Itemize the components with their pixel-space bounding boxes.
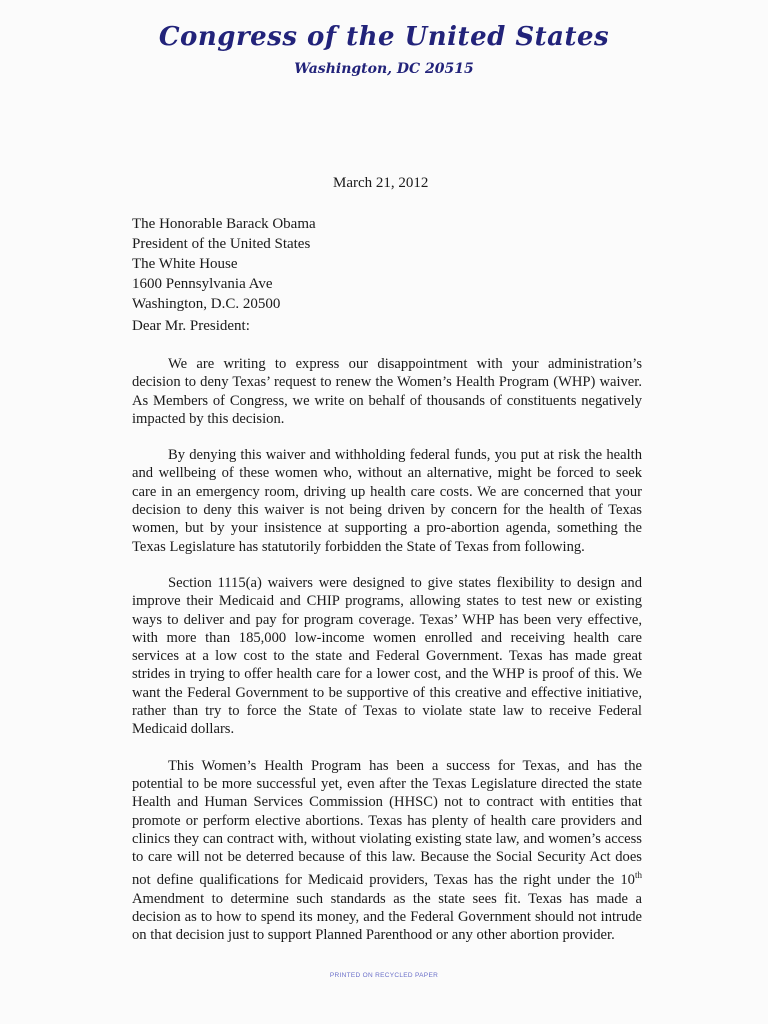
paragraph-text: This Women’s Health Program has been a success for Texas, and has the potential to be more successful yet, even after the Texas Legislature directed the state Health and Human Services Commission (HHSC) not to contract with entities that promote or perform elective abortions. Texas has plenty of health care providers and clinics they can contract with, without violating existing state law, and women’s access to care will not be deterred because of this law. Because the Social Security Act does not define qualifications for Medicaid providers, Texas has the right under the 10	[132, 757, 642, 889]
ordinal-superscript: th	[634, 870, 642, 881]
letter-body	[132, 355, 642, 962]
recipient-line: 1600 Pennsylvania Ave	[132, 276, 273, 292]
body-paragraph: Section 1115(a) waivers were designed to give states flexibility to design and improve their Medicaid and CHIP programs, allowing states to test new or existing ways to deliver and pay for program coverage. Texas’ WHP has been very effective, with more than 185,000 low-income women enrolled and receiving health care services at a low cost to the state and Federal Government. Texas has made great strides in trying to offer health care for a lower cost, and the WHP is proof of this. We want the Federal Government to be supportive of this creative and effective initiative, rather than try to force the State of Texas to violate state law to receive Federal Medicaid dollars.	[132, 574, 642, 738]
body-paragraph: We are writing to express our disappointment with your administration’s decision to deny Texas’ request to renew the Women’s Health Program (WHP) waiver. As Members of Congress, we write on behalf of thousands of constituents negatively impacted by this decision.	[132, 356, 642, 427]
body-paragraph	[132, 757, 642, 945]
salutation: Dear Mr. President:	[132, 318, 250, 334]
letterhead	[0, 22, 768, 77]
body-paragraph: By denying this waiver and withholding federal funds, you put at risk the health and wellbeing of these women who, without an alternative, might be forced to seek care in an emergency room, driving up health care costs. We are concerned that your decision to deny this waiver is not being driven by concern for the health of Texas women, but by your insistence at supporting a pro-abortion agenda, something the Texas Legislature has statutorily forbidden the State of Texas from following.	[132, 447, 642, 555]
recycled-paper-notice: PRINTED ON RECYCLED PAPER	[329, 972, 439, 979]
recipient-line: The White House	[132, 256, 238, 272]
letterhead-address: Washington, DC 20515	[294, 61, 474, 77]
letter-date: March 21, 2012	[333, 175, 429, 191]
recipient-address	[132, 214, 316, 314]
recipient-line: President of the United States	[132, 236, 311, 252]
recipient-line: The Honorable Barack Obama	[132, 216, 316, 232]
recipient-line: Washington, D.C. 20500	[132, 296, 281, 312]
letterhead-title: Congress of the United States	[158, 22, 610, 52]
paragraph-text: Amendment to determine such standards as the state sees fit. Texas has made a decision as to how to spend its money, and the Federal Government should not intrude on that decision just to support Planned Parenthood or any other abortion provider.	[132, 890, 642, 944]
